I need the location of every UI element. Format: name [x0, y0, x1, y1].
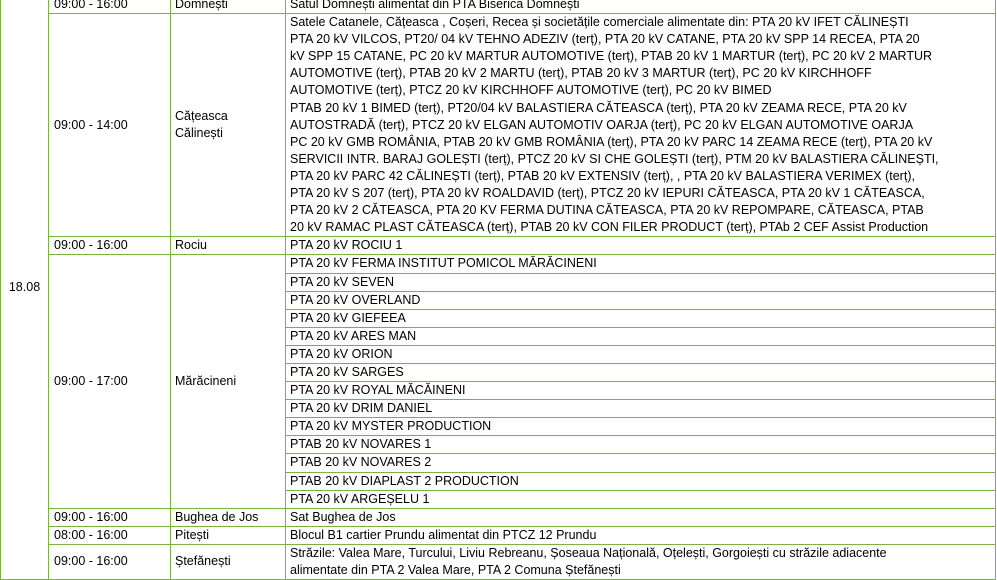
description-line: PTA 20 kV S 207 (terț), PTA 20 kV ROALDAVID (terț), PTCZ 20 kV IEPURI CĂTEASCA, PTA 20 kV 1 CĂTEASCA, — [290, 186, 925, 201]
time-cell: 09:00 - 16:00 — [49, 544, 171, 579]
substation-item: PTA 20 kV MYSTER PRODUCTION — [286, 418, 996, 436]
description-line: AUTOSTRADĂ (terț), PTCZ 20 kV ELGAN AUTOMOTIV OARJA (terț), PC 20 kV ELGAN AUTOMOTIVE OARJA — [290, 117, 914, 132]
substation-item: PTA 20 kV DRIM DANIEL — [286, 400, 996, 418]
table-row — [1, 14, 996, 237]
description-cell — [286, 0, 996, 14]
location-line: Călinești — [175, 126, 223, 141]
description-line: AUTOMOTIVE (terț), PTAB 20 kV 2 MARTU (terț), PTAB 20 kV 3 MARTUR (terț), PC 20 kV KIRCHHOFF — [290, 66, 872, 81]
location-cell: Bughea de Jos — [171, 508, 286, 526]
time-cell: 09:00 - 14:00 — [49, 14, 171, 237]
time-cell: 09:00 - 16:00 — [49, 508, 171, 526]
location-cell: Domnești — [171, 0, 286, 14]
table-row — [1, 526, 996, 544]
description-line: Străzile: Valea Mare, Turcului, Liviu Rebreanu, Șoseaua Națională, Oțelești, Gorgoiești cu străzile adiacente — [290, 545, 887, 560]
substation-item: PTA 20 kV SARGES — [286, 363, 996, 381]
description-cell — [286, 544, 996, 579]
substation-item: PTAB 20 kV NOVARES 1 — [286, 436, 996, 454]
substation-item: PTA 20 kV ARGEȘELU 1 — [286, 490, 996, 508]
substation-item: PTA 20 kV ORION — [286, 345, 996, 363]
substation-item: PTA 20 kV OVERLAND — [286, 291, 996, 309]
description-cell — [286, 237, 996, 255]
description-line: kV SPP 15 CATANE, PC 20 kV MARTUR AUTOMOTIVE (terț), PTAB 20 kV 1 MARTUR (terț), PC 20 kV 2 MARTUR — [290, 49, 933, 64]
description-cell — [286, 14, 996, 237]
description-line: PC 20 kV GMB ROMÂNIA, PTAB 20 kV GMB ROMÂNIA (terț), PTA 20 kV PARC 14 ZEAMA RECE (terț), PTA 20 kV — [290, 134, 933, 149]
description-line: PTA 20 kV ROCIU 1 — [290, 238, 403, 253]
substation-item: PTAB 20 kV NOVARES 2 — [286, 454, 996, 472]
description-cell — [286, 526, 996, 544]
description-line: Blocul B1 cartier Prundu alimentat din PTCZ 12 Prundu — [290, 527, 597, 542]
time-cell: 09:00 - 17:00 — [49, 255, 171, 508]
date-cell: 18.08 — [1, 0, 49, 580]
substation-item: PTA 20 kV ARES MAN — [286, 327, 996, 345]
location-cell — [171, 14, 286, 237]
description-line: PTA 20 kV PARC 42 CĂLINEȘTI (terț), PTAB 20 kV EXTENSIV (terț), , PTA 20 kV BALASTIERA VERIMEX (terț), — [290, 168, 915, 183]
location-line: Cățeasca — [175, 109, 228, 124]
description-line: SERVICII INTR. BARAJ GOLEȘTI (terț), PTCZ 20 kV SI CHE GOLEȘTI (terț), PTM 20 kV BALASTIERA CĂLINEȘTI, — [290, 151, 939, 166]
description-line: Satul Domnești alimentat din PTA Biserica Domnești — [290, 0, 580, 11]
table-row — [1, 508, 996, 526]
description-line: PTA 20 kV 2 CĂTEASCA, PTA 20 KV FERMA DUTINA CĂTEASCA, PTA 20 kV REPOMPARE, CĂTEASCA, PTAB — [290, 203, 924, 218]
location-cell: Rociu — [171, 237, 286, 255]
time-cell: 09:00 - 16:00 — [49, 237, 171, 255]
description-line: PTAB 20 kV 1 BIMED (terț), PT20/04 kV BALASTIERA CĂTEASCA (terț), PTA 20 kV ZEAMA RECE, PTA 20 kV — [290, 100, 907, 115]
time-cell: 08:00 - 16:00 — [49, 526, 171, 544]
description-line: Sat Bughea de Jos — [290, 509, 396, 524]
location-cell: Ștefănești — [171, 544, 286, 579]
time-cell: 09:00 - 16:00 — [49, 0, 171, 14]
substation-item: PTAB 20 kV DIAPLAST 2 PRODUCTION — [286, 472, 996, 490]
description-line: Satele Catanele, Cățeasca , Coșeri, Recea și societățile comerciale alimentate din: PTA 20 kV IFET CĂLINEȘTI — [290, 15, 909, 30]
table-row — [1, 255, 996, 273]
description-line: PTA 20 kV VILCOS, PT20/ 04 kV TEHNO ADEZIV (terț), PTA 20 kV CATANE, PTA 20 kV SPP 14 RECEA, PTA 20 — [290, 32, 920, 47]
location-cell: Pitești — [171, 526, 286, 544]
location-cell: Mărăcineni — [171, 255, 286, 508]
substation-item: PTA 20 kV FERMA INSTITUT POMICOL MĂRĂCINENI — [286, 255, 996, 273]
description-line: alimentate din PTA 2 Valea Mare, PTA 2 Comuna Ștefănești — [290, 563, 621, 577]
table-row — [1, 237, 996, 255]
table-row — [1, 544, 996, 579]
description-line: 20 kV RAMAC PLAST CĂTEASCA (terț), PTAB 20 kV CON FILER PRODUCT (terț), PTAb 2 CEF Assist Production — [290, 220, 929, 235]
description-cell — [286, 508, 996, 526]
substation-item: PTA 20 kV GIEFEEA — [286, 309, 996, 327]
substation-item: PTA 20 kV ROYAL MĂCĂINENI — [286, 382, 996, 400]
description-line: AUTOMOTIVE (terț), PTCZ 20 kV KIRCHHOFF AUTOMOTIVE (terț), PC 20 kV BIMED — [290, 83, 772, 98]
substation-item: PTA 20 kV SEVEN — [286, 273, 996, 291]
table-row — [1, 0, 996, 14]
